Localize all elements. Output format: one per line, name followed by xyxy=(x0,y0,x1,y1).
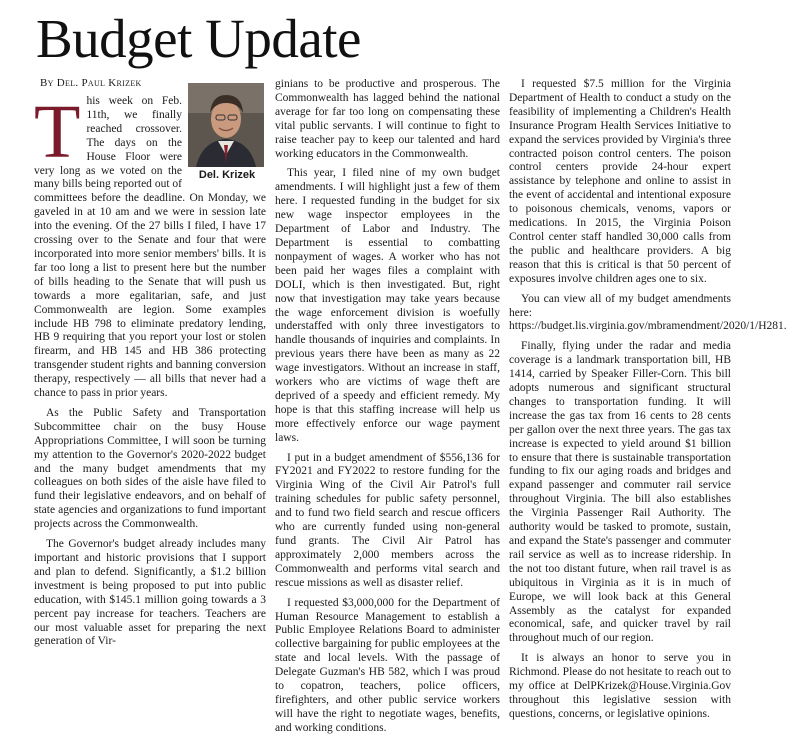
paragraph: his week on Feb. 11th, we finally reached crossover. The days on the House Floor were very long as we voted on the many bills being reported out of committees before the deadline. On Monday, we gaveled in at 10 am and we were in session late into the evening. Of the 27 bills I filed, I have 17 crossing over to the Senate and four that were incorporated into more senior members' bills. It is far too long a list to present here but the number of bills heading to the Senate that will push us towards a more egalitarian, safe, and just Commonwealth are legion. Some examples include HB 798 to eliminate predatory lending, HB 9 requiring that you report your lost or stolen firearm, and HB 145 and HB 386 protecting transgender student rights and banning conversion therapy, respectively — all bills that never had a chance to pass in prior years. xyxy=(34,95,266,400)
photo-caption: Del. Krizek xyxy=(198,169,256,181)
paragraph: I requested $7.5 million for the Virginia Department of Health to conduct a study on the feasibility of implementing a Children's Health Insurance Program Health Services Initiative to expand the services provided by Virginia's three contracted poison control centers. The poison control centers provide 24-hour expert assistance by telephone and online to assist in the event of accidental and intentional exposure to poisonous chemicals, venoms, vapors or medications. In 2015, the Virginia Poison Control center staff handled 30,000 calls from the public and healthcare providers. A big reason that this is critical is that 50 percent of exposures involve children ages one to six. xyxy=(509,78,731,285)
paragraph: As the Public Safety and Transportation Subcommittee chair on the busy House Appropriations Committee, I will soon be turning my attention to the Governor's 2020-2022 budget and the many budget amendments that my colleagues on both sides of the aisle have filed to fund their legislative endeavors, and on behalf of state agencies and organizations to fund important projects across the Commonwealth. xyxy=(34,406,266,531)
paragraph: Finally, flying under the radar and media coverage is a landmark transportation bill, HB 1414, carried by Speaker Filler-Corn. This bill adopts numerous and significant structural changes to transportation funding. It will increase the gas tax from 16 cents to 28 cents per gallon over the next three years. The gas tax increase is expected to yield around $1 billion to ensure that there is sustainable transportation funding to fix our aging roads and bridges and expand passenger and commuter rail service throughout Virginia. The bill also establishes the Virginia Passenger Rail Authority. The authority would be tasked to promote, sustain, and expand the State's passenger and commuter rail service as well as to increase ridership. In the not too distant future, when rail travel is as ubiquitous in Virginia as it is in much of Europe, we will look back at this General Assembly as the catalyst for expanded economical, safe, and quicker travel by rail throughout much of our region. xyxy=(509,340,731,645)
paragraph: You can view all of my budget amendments here: https://budget.lis.virginia.gov/mbramendment/2020/1/H281. xyxy=(509,292,787,333)
headline: Budget Update xyxy=(36,8,361,69)
paragraph: I put in a budget amendment of $556,136 for FY2021 and FY2022 to restore funding for the Virginia Wing of the Civil Air Patrol's full training schedules for public safety personnel, and to fund two field search and rescue officers who are currently funded using non-general fund grants. The Civil Air Patrol has approximately 2,000 members across the Commonwealth and performs vital search and rescue missions as well as disaster relief. xyxy=(275,451,500,589)
author-photo-box xyxy=(188,83,266,183)
byline: By Del. Paul Krizek xyxy=(40,77,142,89)
portrait-image xyxy=(188,83,264,167)
paragraph: The Governor's budget already includes many important and historic provisions that I support and plan to defend. Significantly, a $1.2 billion investment is being proposed to put into public education, with $145.1 million going towards a 3 percent pay increase for teachers. Teachers are our most valuable asset for preparing the next generation of Vir- xyxy=(34,538,266,648)
paragraph: It is always an honor to serve you in Richmond. Please do not hesitate to reach out to my office at DelPKrizek@House.Virginia.Gov throughout this legislative session with questions, concerns, or legislative opinions. xyxy=(509,652,731,720)
column-2 xyxy=(275,78,500,742)
column-1 xyxy=(34,90,266,655)
paragraph: This year, I filed nine of my own budget amendments. I will highlight just a few of them here. I requested funding in the budget for six new wage inspector employees in the Department of Labor and Industry. The Department is essential to combatting nonpayment of wages. A worker who has not been paid her wages files a complaint with DOLI, which is then investigated. But, right now that investigation may take years because the wage enforcement division is woefully understaffed with only three investigators to handle thousands of inquiries and complaints. In previous years there have been as many as 22 wage investigators. Without an increase in staff, workers who are victims of wage theft are deprived of a speedy and efficient remedy. My hope is that this staffing increase will help us more effectively enforce our wage payment laws. xyxy=(275,167,500,444)
paragraph: I requested $3,000,000 for the Department of Human Resource Management to establish a Public Employee Relations Board to administer collective bargaining for public employees at the state and local levels. With the passage of Delegate Guzman's HB 582, which I was proud to copatron, teachers, police officers, firefighters, and other public service workers will have the right to negotiate wages, benefits, and working conditions. xyxy=(275,596,500,734)
paragraph: ginians to be productive and prosperous. The Commonwealth has lagged behind the national average for far too long on compensating these vital public servants. I will continue to fight to raise teacher pay to keep our talented and hard working educators in the Commonwealth. xyxy=(275,78,500,160)
dropcap: T xyxy=(34,90,81,174)
column-3 xyxy=(509,78,787,728)
author-photo xyxy=(188,83,264,167)
